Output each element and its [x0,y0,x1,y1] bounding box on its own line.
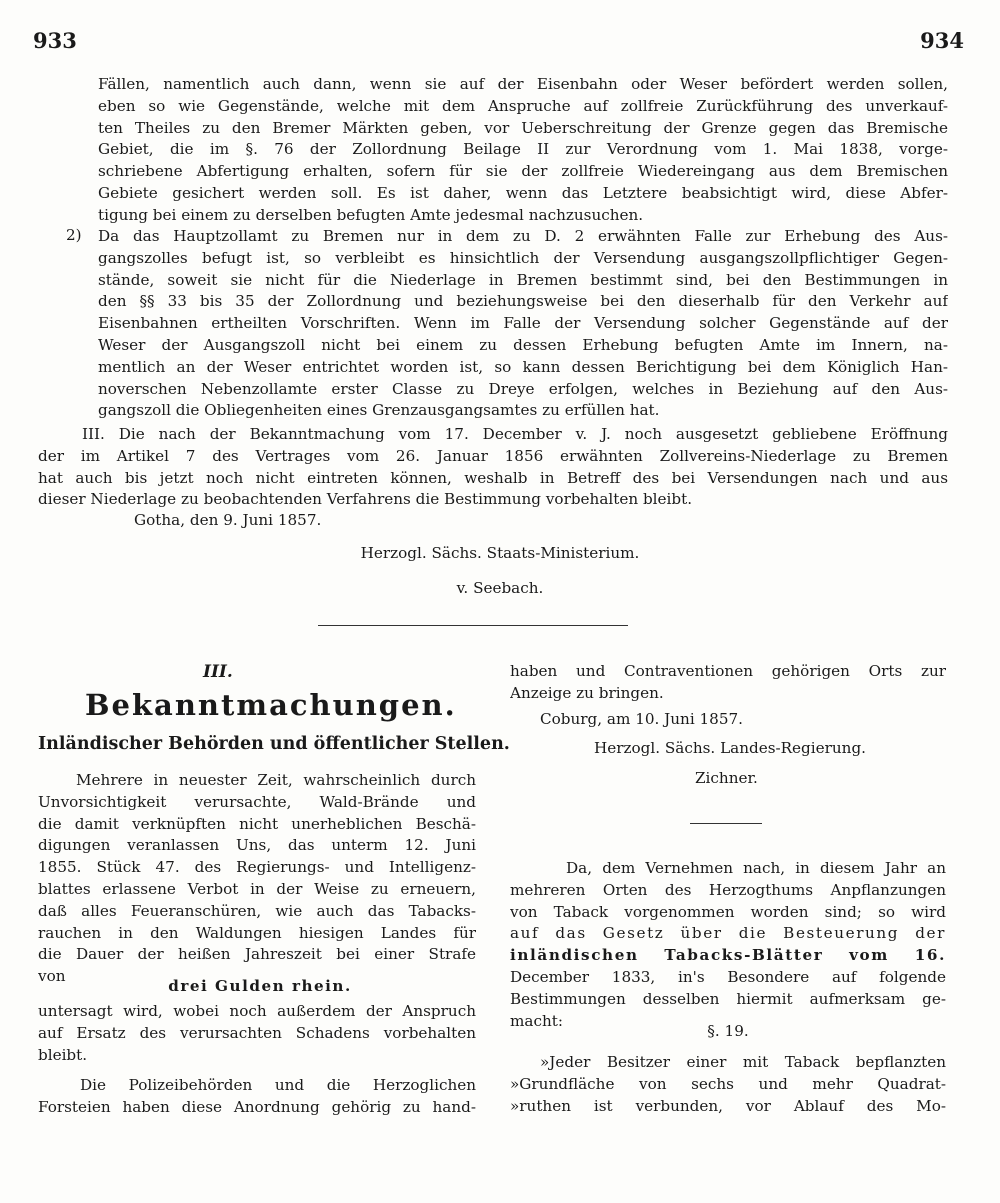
place-date: Coburg, am 10. Juni 1857. [540,710,743,728]
page-number-right: 934 [920,28,964,53]
section-subtitle: Inländischer Behörden und öffentlicher Stellen. [38,734,510,754]
text-line: stände, soweit sie nicht für die Niederlage in Bremen bestimmt sind, bei den Bestimmungen in [98,270,948,289]
text-line: blattes erlassene Verbot in der Weise zu erneuern, [38,879,476,898]
place-date: Gotha, den 9. Juni 1857. [134,511,322,529]
text-line: bleibt. [38,1045,88,1064]
signer-name: v. Seebach. [456,579,544,597]
left-column-paragraph-end [38,1001,476,1066]
fine-amount: drei Gulden rhein. [168,977,352,995]
text-line: von Taback vorgenommen worden sind; so wird [510,902,946,921]
text-line: den §§ 33 bis 35 der Zollordnung und beziehungsweise bei den dieserhalb für den Verkehr auf [98,292,948,311]
text-line: III. Die nach der Bekanntmachung vom 17. December v. J. noch ausgesetzt gebliebene Eröffnung [82,425,948,443]
text-line: »Grundfläche von sechs und mehr Quadrat- [510,1074,946,1093]
text-line: Weser der Ausgangszoll nicht bei einem zu dessen Erhebung befugten Amte im Innern, na- [98,335,948,354]
text-line: von [38,967,66,986]
text-line: rauchen in den Waldungen hiesigen Landes für [38,923,476,942]
short-divider [690,823,762,824]
text-line: die damit verknüpften nicht unerheblichen Beschä- [38,814,476,833]
right-column-paragraph [510,858,946,1032]
text-line: digungen veranlassen Uns, das unterm 12. Juni [38,836,476,855]
text-line: dieser Niederlage zu beobachtenden Verfahrens die Bestimmung vorbehalten bleibt. [38,490,693,509]
text-line: Bestimmungen desselben hiermit aufmerksam ge- [510,989,946,1008]
section-divider [318,625,628,626]
text-line: haben und Contraventionen gehörigen Orts zur [510,662,946,680]
signing-authority: Herzogl. Sächs. Staats-Ministerium. [360,544,640,562]
text-line: mentlich an der Weser entrichtet worden ist, so kann dessen Berichtigung bei dem Königlich Han- [98,357,948,376]
left-column-paragraph-2 [38,1075,476,1119]
text-line: inländischen Tabacks-Blätter vom 16. [510,946,946,965]
item-number: 2) [66,226,82,244]
text-line: der im Artikel 7 des Vertrages vom 26. Januar 1856 erwähnten Zollvereins-Niederlage zu Bremen [38,446,948,465]
item-2-paragraph [98,226,948,422]
text-line: Forsteien haben diese Anordnung gehörig zu hand- [38,1097,476,1116]
text-line: hat auch bis jetzt noch nicht eintreten können, weshalb in Betreff des bei Versendungen nach und aus [38,468,948,487]
continuation-paragraph [98,74,948,227]
text-line: ten Theiles zu den Bremer Märkten geben, vor Ueberschreitung der Grenze gegen das Bremische [98,118,948,137]
text-line: Die Polizeibehörden und die Herzoglichen [80,1076,476,1094]
text-line: noverschen Nebenzollamte erster Classe zu Dreye erfolgen, welches in Beziehung auf den Aus- [98,379,948,398]
text-line: Da das Hauptzollamt zu Bremen nur in dem zu D. 2 erwähnten Falle zur Erhebung des Aus- [98,227,948,245]
text-line: macht: [510,1011,563,1030]
text-line: tigung bei einem zu derselben befugten Amte jedesmal nachzusuchen. [98,205,644,224]
text-line: »Jeder Besitzer einer mit Taback bepflanzten [540,1053,946,1071]
quoted-provision [510,1052,946,1117]
right-column-continuation [510,661,946,705]
text-line: Eisenbahnen ertheilten Vorschriften. Wenn im Falle der Versendung solcher Gegenstände auf der [98,314,948,333]
text-line: Da, dem Vernehmen nach, in diesem Jahr an [566,859,946,877]
text-line: Mehrere in neuester Zeit, wahrscheinlich durch [76,771,476,789]
text-line: mehreren Orten des Herzogthums Anpflanzungen [510,880,946,899]
text-line: Gebiete gesichert werden soll. Es ist daher, wenn das Letztere beabsichtigt wird, diese Abfer- [98,183,948,202]
page-number-left: 933 [33,28,77,53]
text-line: gangszolles befugt ist, so verbleibt es hinsichtlich der Versendung ausgangszollpflichtiger Gegen- [98,248,948,267]
signer-name: Zichner. [695,769,758,787]
section-number: III. [203,662,233,682]
text-line: auf das Gesetz über die Besteuerung der [510,924,946,943]
text-line: »ruthen ist verbunden, vor Ablauf des Mo- [510,1096,946,1115]
text-line: daß alles Feueranschüren, wie auch das Tabacks- [38,901,476,920]
text-line: schriebene Abfertigung erhalten, sofern für sie der zollfreie Wiedereingang aus dem Bremischen [98,162,948,181]
text-line: Anzeige zu bringen. [510,683,664,702]
text-line: 1855. Stück 47. des Regierungs- und Intelligenz- [38,858,476,877]
text-line: gangszoll die Obliegenheiten eines Grenzausgangsamtes zu erfüllen hat. [98,401,660,420]
paragraph-sign: §. 19. [707,1022,749,1040]
section-title: Bekanntmachungen. [85,688,457,722]
text-line: eben so wie Gegenstände, welche mit dem Anspruche auf zollfreie Zurückführung des unverkauf- [98,96,948,115]
signing-authority: Herzogl. Sächs. Landes-Regierung. [594,739,866,757]
text-line: December 1833, in's Besondere auf folgende [510,967,946,986]
text-line: Unvorsichtigkeit verursachte, Wald-Brände und [38,792,476,811]
text-line: die Dauer der heißen Jahreszeit bei einer Strafe [38,945,476,964]
text-line: untersagt wird, wobei noch außerdem der Anspruch [38,1002,476,1020]
text-line: Fällen, namentlich auch dann, wenn sie auf der Eisenbahn oder Weser befördert werden sollen, [98,75,948,93]
item-3-paragraph [38,424,948,511]
text-line: auf Ersatz des verursachten Schadens vorbehalten [38,1023,476,1042]
left-column-paragraph [38,770,476,988]
text-line: Gebiet, die im §. 76 der Zollordnung Beilage II zur Verordnung vom 1. Mai 1838, vorge- [98,140,948,159]
